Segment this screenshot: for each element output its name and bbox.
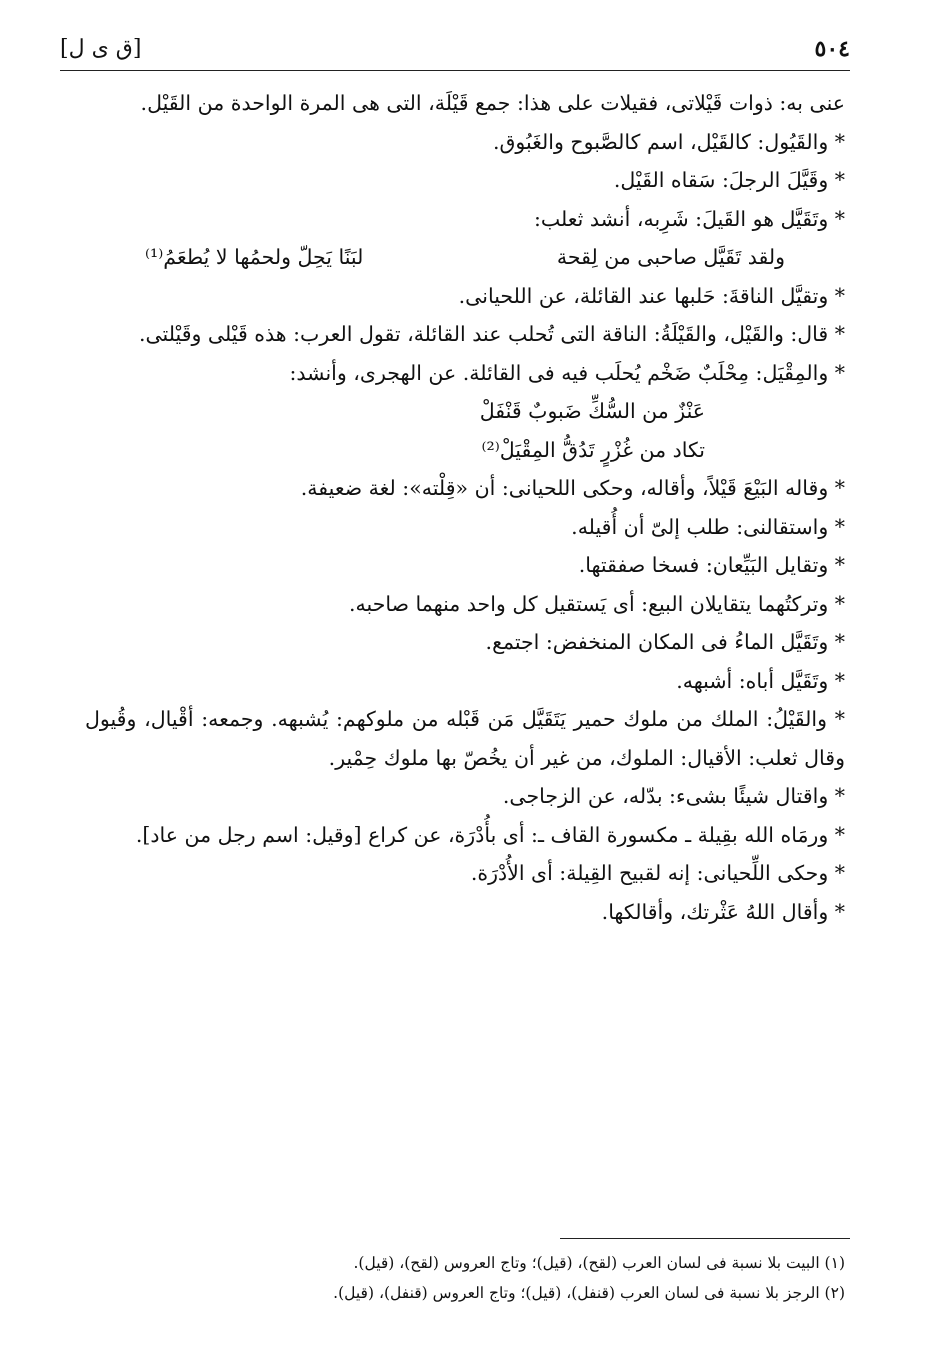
paragraph: * قال: والقَيْل، والقَيْلَةُ: الناقة التى تُحلب عند القائلة، تقول العرب: هذه قَيْلى وقَيْلتى. — [138, 322, 845, 346]
paragraph: * وتَقَيَّل الماءُ فى المكان المنخفض: اجتمع. — [485, 630, 845, 654]
page-header — [60, 32, 850, 68]
verse-line — [85, 238, 845, 277]
paragraph: * وتَقَيَّل هو القَيلَ: شَرِبه، أنشد ثعلب: — [533, 206, 845, 231]
paragraph: * واستقالنى: طلب إلىّ أن أُقيله. — [571, 514, 845, 539]
paragraph: * وقَيَّلَ الرجلَ: سَقاه القَيْل. — [613, 168, 845, 192]
paragraph: * وأقال اللهُ عَثْرتك، وأقالكها. — [601, 899, 845, 924]
footnote: (٢) الرجز بلا نسبة فى لسان العرب (قنفل)، (قيل)؛ وتاج العروس (قنفل)، (قيل). — [333, 1284, 845, 1302]
rajaz-line: عَنْزٌ من السُّكِّ ضَبوبٌ قَنْفَلْ — [479, 399, 705, 423]
paragraph: * والقَيْلُ: الملك من ملوك حمير يَتَقَيَّل مَن قَبْله من ملوكهم: يُشبهه. وجمعه: أقْيال، وقُيول وقال ثعلب: الأقيال: الملوك، من غير أن يخُصّ بها ملوك حِمْير. — [85, 707, 845, 770]
paragraph: * وتقيَّل الناقةَ: حَلبها عند القائلة، عن اللحيانى. — [458, 283, 845, 308]
entry-body — [85, 84, 845, 931]
paragraph: * وتركتُهما يتقايلان البيع: أى يَستقيل كل واحد منهما صاحبه. — [349, 591, 845, 616]
paragraph: * واقتال شيئًا بشىء: بدّله، عن الزجاجى. — [502, 784, 845, 808]
header-divider — [60, 70, 850, 71]
paragraph: * وقاله البَيْعَ قَيْلاً، وأقاله، وحكى اللحيانى: أن «قِلْته»: لغة ضعيفة. — [300, 476, 845, 500]
root-heading: [ق ى ل] — [60, 36, 142, 61]
paragraph: * وتقايل البَيِّعان: فسخا صفقتها. — [578, 553, 845, 577]
paragraph: عنى به: ذوات قَيْلاتى، فقيلات على هذا: جمع قَيْلَة، التى هى المرة الواحدة من القَيْل. — [140, 91, 845, 115]
paragraph: * وتَقَيَّل أباه: أشبهه. — [676, 668, 845, 693]
paragraph: * وحكى اللِّحيانى: إنه لقبيح القِيلة: أى الأُدْرَة. — [470, 861, 845, 885]
footnotes — [85, 1248, 845, 1308]
paragraph: * والقَيُول: كالقَيْل، اسم كالصَّبوح والغَبُوق. — [492, 129, 845, 154]
page-number: ٥٠٤ — [814, 36, 850, 62]
footnote-divider — [560, 1238, 850, 1239]
rajaz-line: تكاد من غُزْرٍ تَدُقُّ المِقْيَلْ⁽²⁾ — [481, 437, 705, 462]
verse-hemistich-second: لبَنًا يَحِلّ ولحمُها لا يُطعَمُ⁽¹⁾ — [145, 245, 364, 269]
paragraph: * والمِقْيَل: مِحْلَبٌ ضَخْم يُحلَب فيه فى القائلة. عن الهجرى، وأنشد: — [289, 360, 845, 385]
footnote: (١) البيت بلا نسبة فى لسان العرب (لقح)، (قيل)؛ وتاج العروس (لقح)، (قيل). — [353, 1254, 845, 1272]
paragraph: * ورمَاه الله بقِيلة ـ مكسورة القاف ـ: أى بأُدْرَة، عن كراع [وقيل: اسم رجل من عاد]. — [135, 822, 845, 847]
verse-hemistich-first: ولقد تَقَيَّل صاحبى من لِقحة — [556, 245, 785, 269]
